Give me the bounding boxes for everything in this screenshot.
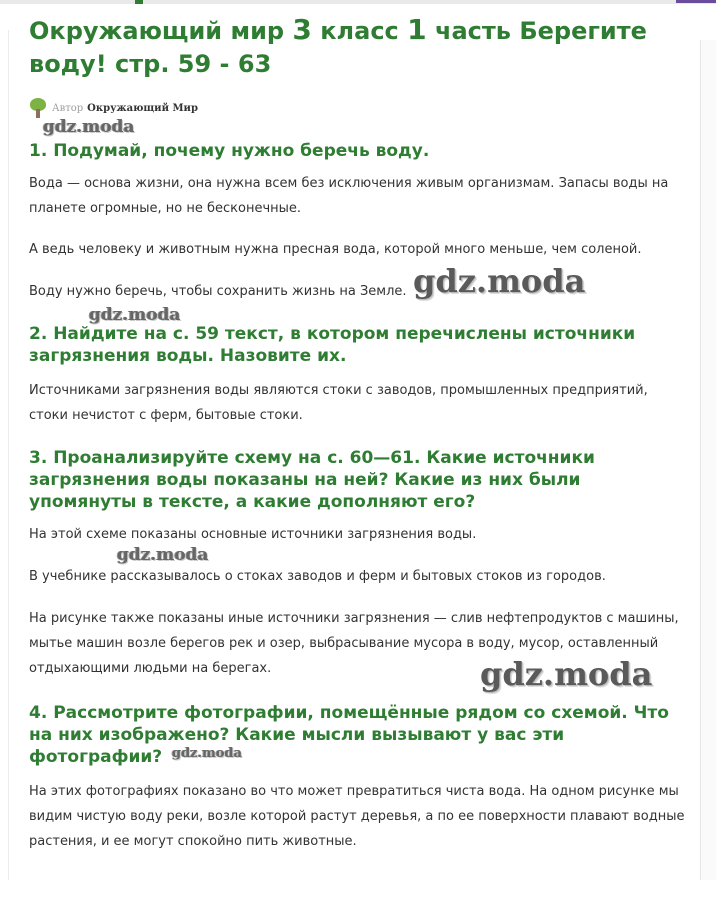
author-label: Автор	[52, 102, 84, 114]
tree-icon	[29, 98, 47, 118]
watermark: gdz.moda	[172, 746, 243, 761]
watermark: gdz.moda	[413, 262, 586, 300]
top-strip-accent	[135, 0, 143, 4]
left-border	[8, 30, 9, 880]
section-3-paragraph-1: На этой схеме показаны основные источники загрязнения воды.	[29, 527, 477, 542]
section-3-heading: 3. Проанализируйте схему на с. 60—61. Какие источники загрязнения воды показаны на ней? Какие из них были упомянуты в тексте, а какие дополняют его?	[29, 448, 595, 512]
section-3-paragraph-2: В учебнике рассказывалось о стоках заводов и ферм и бытовых стоков из городов.	[29, 569, 606, 584]
section-3-paragraph-3: На рисунке также показаны иные источники загрязнения — слив нефтепродуктов с машины, мытье машин возле берегов рек и озер, выбрасывание мусора в воду, мусор, оставленный отдыхающими людьми на берегах.	[29, 611, 679, 676]
browser-top-strip	[0, 0, 716, 4]
section-1-paragraph-1: Вода — основа жизни, она нужна всем без исключения живым организмам. Запасы воды на планете огромные, но не бесконечные.	[29, 176, 669, 216]
watermark: gdz.moda	[117, 545, 209, 565]
author-link[interactable]: Окружающий Мир	[87, 102, 198, 114]
watermark: gdz.moda	[480, 655, 653, 693]
section-2-heading: 2. Найдите на с. 59 текст, в котором перечислены источники загрязнения воды. Назовите их.	[29, 324, 636, 366]
section-1-paragraph-3: Воду нужно беречь, чтобы сохранить жизнь на Земле.	[29, 284, 407, 299]
section-4-heading: 4. Рассмотрите фотографии, помещённые рядом со схемой. Что на них изображено? Какие мысли вызывают у вас эти фотографии?	[29, 703, 669, 767]
watermark: gdz.moda	[43, 117, 135, 137]
author-meta	[29, 98, 198, 118]
watermark: gdz.moda	[89, 305, 181, 325]
page-title: Окружающий мир 3 класс 1 часть Берегите воду! стр. 59 - 63	[29, 13, 647, 78]
section-1-paragraph-2: А ведь человеку и животным нужна пресная вода, которой много меньше, чем соленой.	[29, 242, 642, 257]
section-1-heading: 1. Подумай, почему нужно беречь воду.	[29, 141, 430, 161]
section-2-paragraph-1: Источниками загрязнения воды являются стоки с заводов, промышленных предприятий, стоки нечистот с ферм, бытовые стоки.	[29, 383, 648, 423]
top-strip-right	[676, 0, 716, 3]
section-4-paragraph-1: На этих фотографиях показано во что может превратиться чиста вода. На одном рисунке мы видим чистую воду реки, возле которой растут деревья, а по ее поверхности плавают водные растения, и ее могут спокойно пить животные.	[29, 784, 685, 849]
right-sidebar	[700, 40, 716, 880]
